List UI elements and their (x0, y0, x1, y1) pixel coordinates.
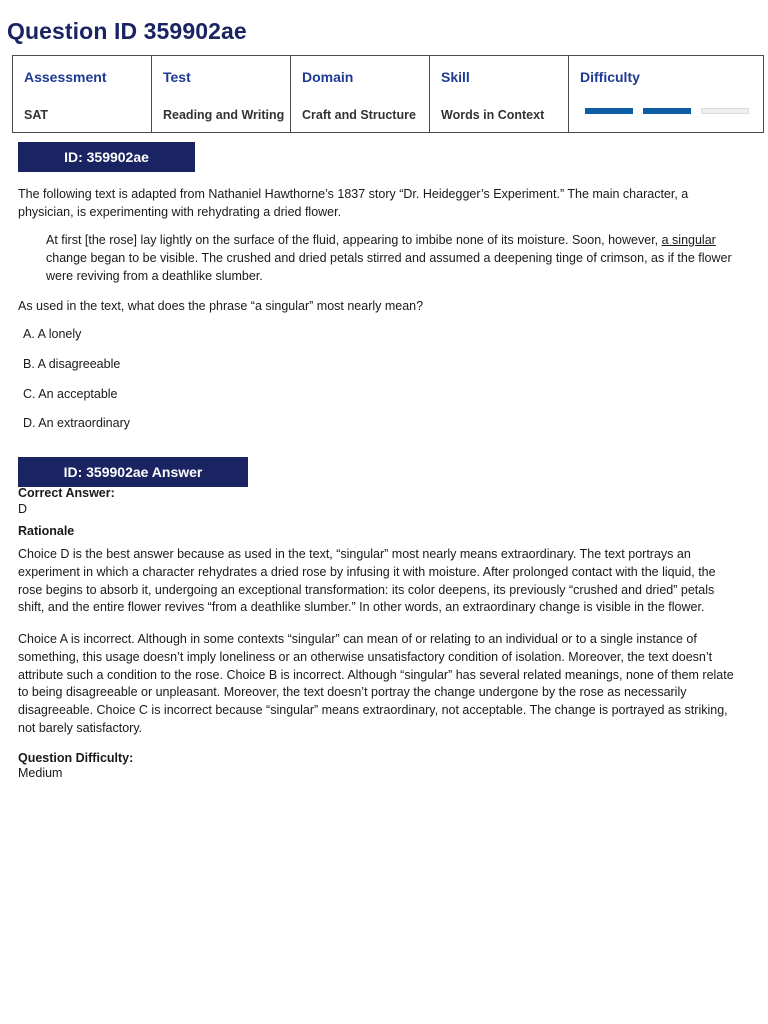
choice-d: D. An extraordinary (23, 416, 130, 430)
difficulty-bar-2 (643, 108, 691, 114)
rationale-paragraph-2: Choice A is incorrect. Although in some contexts “singular” can mean of or relating to an individual or to a single instance of something, this usage doesn’t imply loneliness or an otherwise unsatisfactory condition of isolation. Moreover, the text doesn’t attribute such a condition to the rose. Choice B is incorrect. Although “singular” has several related meanings, none of them relate to being disagreeable or unpleasant. Moreover, the text doesn’t portray the change undergone by the rose as necessarily disagreeable. Choice C is incorrect because “singular” means extraordinary, not acceptable. The change is portrayed as striking, not barely satisfactory. (18, 632, 734, 735)
assessment-value: SAT (24, 108, 49, 122)
choice-a: A. A lonely (23, 327, 82, 341)
domain-header: Domain (302, 69, 354, 85)
answer-id-banner: ID: 359902ae Answer (18, 457, 248, 487)
skill-cell (430, 56, 569, 132)
passage-intro: The following text is adapted from Nathaniel Hawthorne’s 1837 story “Dr. Heidegger’s Experiment.” The main character, a physician, is experimenting with rehydrating a dried flower. (18, 187, 689, 219)
rationale-label: Rationale (18, 524, 75, 538)
correct-answer-label: Correct Answer: (18, 486, 115, 500)
question-difficulty-value: Medium (18, 766, 63, 780)
quote-after: change began to be visible. The crushed and dried petals stirred and assumed a deepening tinge of crimson, as if the flower were reviving from a deathlike slumber. (46, 250, 732, 283)
difficulty-bar-3 (701, 108, 749, 114)
question-id-banner: ID: 359902ae (18, 142, 195, 172)
test-cell (152, 56, 291, 132)
question-metadata-table (12, 55, 764, 133)
domain-cell (291, 56, 430, 132)
choice-b: B. A disagreeable (23, 357, 121, 371)
difficulty-bar-1 (585, 108, 633, 114)
choice-c: C. An acceptable (23, 387, 118, 401)
question-difficulty-label: Question Difficulty: (18, 751, 134, 765)
question-prompt: As used in the text, what does the phrase “a singular” most nearly mean? (18, 299, 424, 313)
assessment-header: Assessment (24, 69, 107, 85)
assessment-cell (13, 56, 152, 132)
difficulty-cell (569, 56, 763, 132)
difficulty-header: Difficulty (580, 69, 640, 85)
correct-answer-value: D (18, 502, 28, 516)
difficulty-meter (585, 108, 749, 114)
domain-value: Craft and Structure (302, 108, 416, 122)
quote-before: At first [the rose] lay lightly on the surface of the fluid, appearing to imbibe none of its moisture. Soon, however, (46, 233, 662, 247)
quote-underlined-phrase: a singular (661, 233, 716, 247)
test-value: Reading and Writing (163, 108, 285, 122)
test-header: Test (163, 69, 191, 85)
rationale-paragraph-1: Choice D is the best answer because as used in the text, “singular” most nearly means extraordinary. The text portrays an experiment in which a character rehydrates a dried rose by infusing it with moisture. After prolonged contact with the liquid, the rose begins to absorb it, undergoing an exceptional transformation: its color deepens, its previously “crushed and dried” petals shift, and the entire flower revives “from a deathlike slumber.” In other words, an extraordinary change is visible in the flower. (18, 547, 716, 615)
skill-value: Words in Context (441, 108, 545, 122)
page-title: Question ID 359902ae (7, 18, 247, 44)
skill-header: Skill (441, 69, 470, 85)
passage-quote (46, 232, 746, 285)
